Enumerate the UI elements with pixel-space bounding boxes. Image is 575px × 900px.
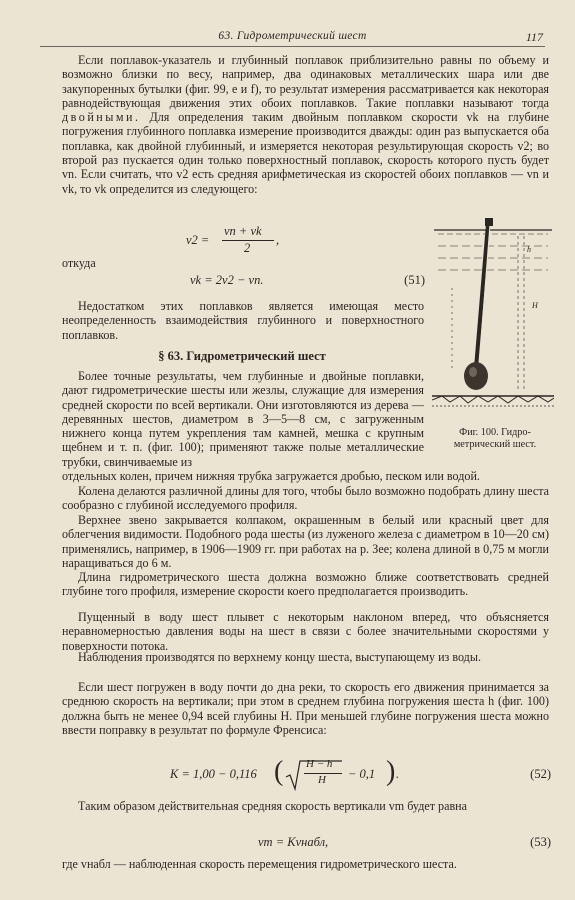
formula-lhs: K = 1,00 − 0,116 [170,767,257,781]
paragraph-true-velocity [62,799,549,813]
right-paren: ) [386,756,396,787]
paragraph-text: отдельных колен, причем нижняя трубка загружается дробью, песком или водой. [62,469,480,483]
paragraph-text: Если шест погружен в воду почти до дна реки, то скорость его движения принимается за среднюю скорость на вертикали; при этом в среднем глубина погружения шеста h (фиг. 100) должна быть не менее 0,94 всей глубины H. При меньшей глубине погружения шеста можно ввести поправку в результат по формуле Френсиса: [62,680,549,737]
paragraph-drawback [62,299,424,342]
section-heading: § 63. Гидрометрический шест [158,349,326,363]
formula-comma: , [276,233,280,247]
paragraph-text: Верхнее звено закрывается колпаком, окрашенным в белый или красный цвет для облегчения видимости. Подобного рода шесты (из луженого железа с диаметром в 10—20 см) применялись, например, в 1906—1909 гг. при работах на р. Зее; колена длиной в 0,75 м могли наращиваться до 6 м. [62,513,549,570]
left-paren: ( [274,756,284,787]
paragraph-immersion [62,680,549,737]
equation-number-53: (53) [530,835,551,849]
paragraph-text: Пущенный в воду шест плывет с некоторым наклоном вперед, что объясняется неравномерностью давления воды на шест в связи с более значительными скоростями у поверхности потока. [62,610,549,653]
spaced-term: двойными. [62,110,141,125]
equation-number-51: (51) [404,273,425,287]
equation-number-52: (52) [530,767,551,781]
paragraph-text: Если поплавок-указатель и глубинный поплавок приблизительно равны по объему и возможно близки по весу, например, два одинаковых металлических шара или две закупоренных бутылки (фиг. 99, e и f), то результат измерения рассматривается как некоторая равнодействующая движения этих обоих поплавков. Такие поплавки называют тогда [62,53,549,110]
formula-vk: vk = 2v2 − vn. [190,273,264,287]
paragraph-text: Таким образом действительная средняя скорость вертикали vm будет равна [78,799,468,813]
sqrt-numerator: H − h [306,758,333,770]
formula-vm: vm = Kvнабл, [258,835,329,849]
paragraph-segments [62,484,549,513]
rod-illustration [432,218,554,418]
page-number: 117 [525,30,543,44]
svg-text:H: H [532,301,538,310]
formula-period: . [396,767,400,781]
paragraph-text: Более точные результаты, чем глубинные и двойные поплавки, дают гидрометрические шесты или жезлы, служащие для измерения средней скорости по всей вертикали. Они изготовляются из дерева — деревянных шестов, диаметром в 3—5—8 см, с загруженным нижнего конца путем укрепления там камней, мешка с крупным щебнем и т. п. (фиг. 100); применяют также полые металлические трубки, свинчиваемые из [62,369,424,469]
paragraph-text: Наблюдения производятся по верхнему концу шеста, выступающему из воды. [78,650,481,664]
formula-lhs: v2 = [186,233,210,247]
figure-hydrometric-rod [432,218,554,418]
paragraph-text: Недостатком этих поплавков является имеющая место неопределенность взаимодействия глубинного и поверхностного поплавков. [62,299,424,342]
section-title: 63. Гидрометрический шест [218,30,367,42]
paragraph-double-floats [62,53,549,196]
otkuda-text: откуда [62,256,96,270]
figure-caption [436,427,554,451]
formula-francis [170,757,430,791]
paragraph-top-link [62,513,549,570]
paragraph-tilt [62,610,549,653]
paragraph-text: Колена делаются различной длины для того, чтобы было возможно подобрать длину шеста сообразно с глубиной исследуемого профиля. [62,484,549,513]
paragraph-text: где vнабл — наблюденная скорость перемещения гидрометрического шеста. [62,857,457,871]
caption-line-2: метрический шест. [453,439,537,450]
formula-denominator: 2 [244,241,251,255]
caption-line-1: Фиг. 100. Гидро- [459,427,531,438]
paragraph-where [62,857,549,871]
running-head [40,30,545,47]
paragraph-text-continued: Для определения таким двойным поплавком скорости vk на глубине погружения глубинного поплавка измерение производится дважды: один раз выпускается оба поплавка, как двойной глубинный, и измеряется некоторая результирующая скорость v2; во второй раз пускается один только поверхностный поплавок, скорость которого пусть будет vn. Если считать, что v2 есть средняя арифметическая из скоростей обоих поплавков — vn и vk, то vk определится из следующего: [62,110,549,196]
formula-tail: − 0,1 [348,767,376,781]
svg-text:h: h [527,245,531,254]
paragraph-observations [62,650,549,664]
formula-numerator: vn + vk [224,224,262,238]
paragraph-text: Длина гидрометрического шеста должна возможно ближе соответствовать средней глубине того профиля, измерение скорости коего предполагается производить. [62,570,549,599]
paragraph-rods-end [62,469,549,483]
paragraph-length [62,570,549,599]
paragraph-rods [62,369,424,469]
sqrt-denominator: H [318,774,326,786]
word-otkuda [62,256,142,270]
